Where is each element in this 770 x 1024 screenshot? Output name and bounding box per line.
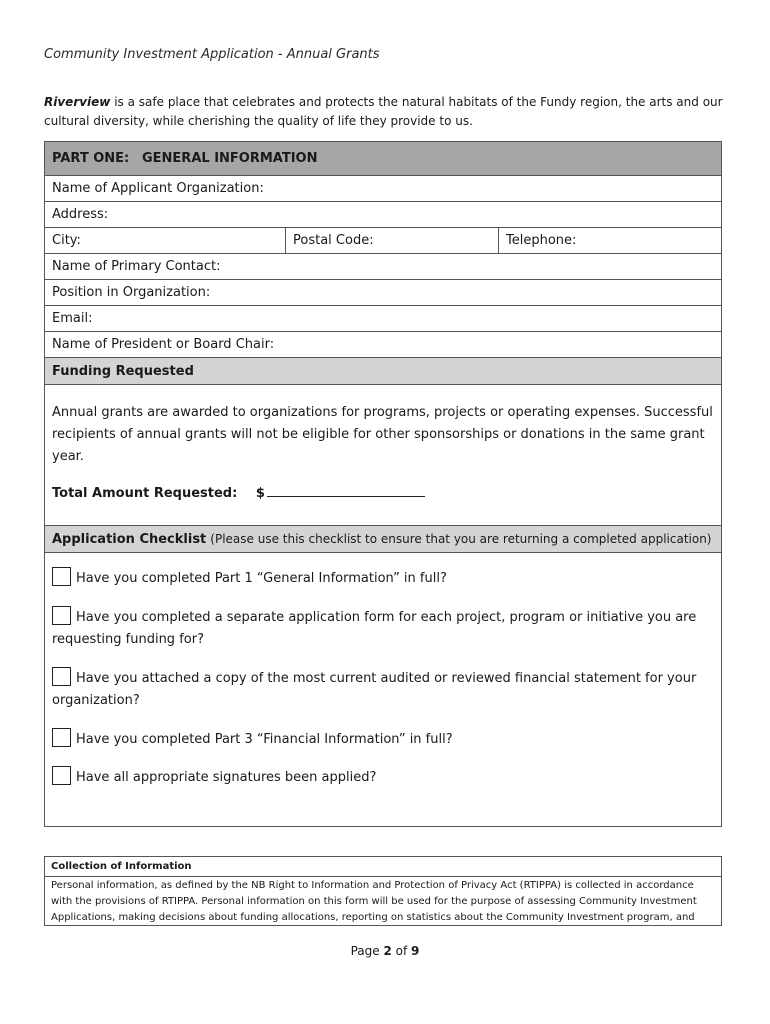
position-label: Position in Organization: [52, 285, 211, 300]
org-name-field[interactable] [45, 176, 721, 202]
checklist-item [52, 606, 712, 651]
funding-requested-title: Funding Requested [52, 363, 194, 379]
collection-title: Collection of Information [45, 859, 721, 877]
president-field[interactable] [45, 332, 721, 358]
application-checklist [45, 553, 721, 826]
page-prefix: Page [350, 944, 384, 958]
checklist-item-text: Have you completed Part 3 “Financial Information” in full? [76, 732, 453, 747]
city-field[interactable] [45, 228, 286, 253]
address-field[interactable] [45, 202, 721, 228]
funding-requested-header [45, 358, 721, 385]
document-header-title: Community Investment Application - Annual Grants [44, 47, 380, 62]
telephone-field[interactable] [499, 228, 721, 253]
address-label: Address: [52, 207, 109, 222]
checklist-item [52, 567, 712, 590]
intro-text: is a safe place that celebrates and protects the natural habitats of the Fundy region, the arts and our cultural diversity, while cherishing the quality of life they provide to us. [44, 95, 723, 128]
checklist-item-text: Have you completed a separate application form for each project, program or initiative you are requesting funding for? [52, 610, 697, 647]
checklist-item [52, 667, 712, 712]
checklist-checkbox[interactable] [52, 667, 71, 686]
checklist-item-text: Have you completed Part 1 “General Information” in full? [76, 571, 447, 586]
president-label: Name of President or Board Chair: [52, 337, 275, 352]
page-current: 2 [383, 944, 392, 958]
email-label: Email: [52, 311, 93, 326]
collection-of-information-box [44, 856, 722, 926]
position-field[interactable] [45, 280, 721, 306]
checklist-item-text: Have all appropriate signatures been applied? [76, 770, 377, 785]
checklist-note: (Please use this checklist to ensure that you are returning a completed application) [210, 532, 712, 546]
total-amount-label: Total Amount Requested: [52, 486, 238, 501]
part-one-header [45, 142, 721, 176]
checklist-checkbox[interactable] [52, 606, 71, 625]
page-number [0, 944, 770, 958]
checklist-checkbox[interactable] [52, 728, 71, 747]
funding-requested-body [45, 385, 721, 526]
page-total: 9 [411, 944, 420, 958]
currency-symbol: $ [255, 486, 265, 501]
city-postal-telephone-row [45, 228, 721, 254]
total-amount-row [52, 482, 714, 505]
primary-contact-field[interactable] [45, 254, 721, 280]
collection-text: Personal information, as defined by the NB Right to Information and Protection of Privacy Act (RTIPPA) is collected in accordance with the provisions of RTIPPA. Personal information on this form will be used for the purpose of assessing Community Investment Applications, making decisions about funding allocations, reporting on statistics about the Community Investment program, and [51, 880, 697, 923]
application-checklist-header [45, 526, 721, 553]
checklist-item-text: Have you attached a copy of the most current audited or reviewed financial statement for your organization? [52, 671, 697, 708]
checklist-item [52, 766, 712, 789]
brand-name: Riverview [44, 95, 111, 109]
intro-paragraph [44, 93, 724, 131]
part-one-title: GENERAL INFORMATION [142, 151, 318, 166]
checklist-item [52, 728, 712, 751]
org-name-label: Name of Applicant Organization: [52, 181, 264, 196]
part-one-label: PART ONE: [52, 151, 130, 166]
checklist-title: Application Checklist [52, 531, 207, 547]
primary-contact-label: Name of Primary Contact: [52, 259, 221, 274]
page-mid: of [391, 944, 412, 958]
checklist-checkbox[interactable] [52, 766, 71, 785]
postal-code-label: Postal Code: [293, 233, 374, 248]
telephone-label: Telephone: [506, 233, 577, 248]
application-form-table [44, 141, 722, 827]
checklist-checkbox[interactable] [52, 567, 71, 586]
email-field[interactable] [45, 306, 721, 332]
funding-description: Annual grants are awarded to organizations for programs, projects or operating expenses. Successful recipients of annual grants will not be eligible for other sponsorships or donations in the same grant year. [52, 405, 713, 464]
checklist-header-cell [45, 526, 712, 552]
city-label: City: [52, 233, 81, 248]
total-amount-input[interactable] [267, 482, 425, 497]
postal-code-field[interactable] [286, 228, 499, 253]
